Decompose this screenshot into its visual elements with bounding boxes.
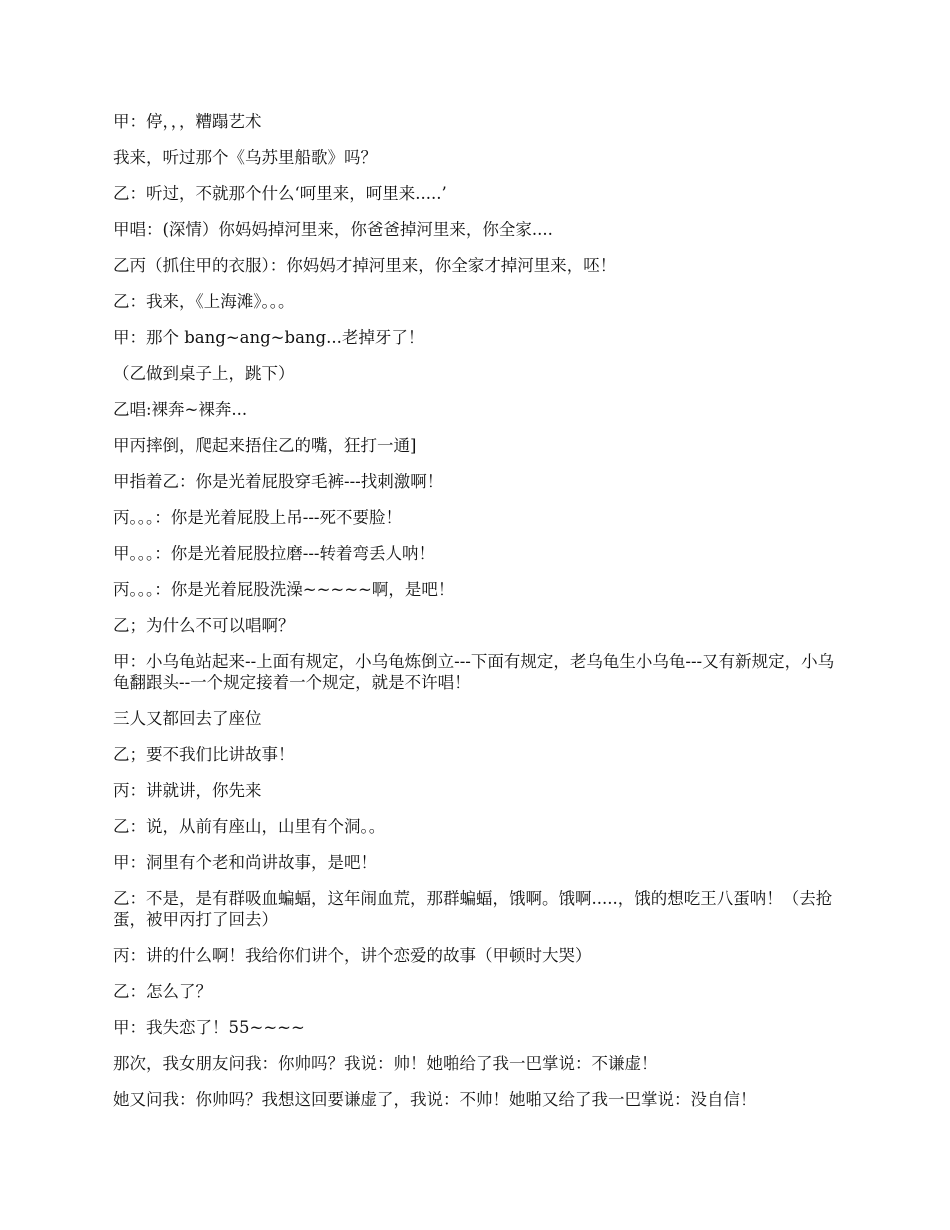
paragraph: 丙：讲的什么啊！我给你们讲个，讲个恋爱的故事（甲顿时大哭） <box>113 946 592 965</box>
paragraph: 甲：洞里有个老和尚讲故事，是吧！ <box>113 853 377 872</box>
paragraph: 甲：那个 bang~ang~bang...老掉牙了！ <box>113 328 425 347</box>
document-body <box>113 111 840 1125</box>
paragraph: 甲：我失恋了！55~~~~ <box>113 1018 305 1037</box>
paragraph: 她又问我：你帅吗？我想这回要谦虚了，我说：不帅！她啪又给了我一巴掌说：没自信！ <box>113 1090 757 1109</box>
paragraph: 乙：怎么了？ <box>113 982 212 1001</box>
paragraph: 甲指着乙：你是光着屁股穿毛裤---找刺激啊！ <box>113 472 444 491</box>
paragraph: 丙。。。：你是光着屁股洗澡~~~~~啊，是吧！ <box>113 580 455 599</box>
paragraph: （乙做到桌子上，跳下） <box>113 364 295 383</box>
paragraph: 乙：不是，是有群吸血蝙蝠，这年闹血荒，那群蝙蝠，饿啊。饿啊.....，饿的想吃王八蛋呐！（去抢蛋，被甲丙打了回去） <box>113 889 833 929</box>
paragraph: 乙；要不我们比讲故事！ <box>113 745 295 764</box>
paragraph: 乙；为什么不可以唱啊？ <box>113 616 295 635</box>
paragraph: 丙：讲就讲，你先来 <box>113 781 262 800</box>
paragraph: 那次，我女朋友问我：你帅吗？我说：帅！她啪给了我一巴掌说：不谦虚！ <box>113 1054 658 1073</box>
paragraph: 乙丙（抓住甲的衣服）：你妈妈才掉河里来，你全家才掉河里来，呸！ <box>113 256 617 275</box>
paragraph: 乙：听过，不就那个什么‘呵里来，呵里来.....’ <box>113 184 447 203</box>
paragraph: 三人又都回去了座位 <box>113 709 262 728</box>
paragraph: 我来，听过那个《乌苏里船歌》吗？ <box>113 148 377 167</box>
paragraph: 乙：我来，《上海滩》。。。 <box>113 292 295 311</box>
paragraph: 甲。。。：你是光着屁股拉磨---转着弯丢人呐！ <box>113 544 435 563</box>
paragraph: 甲：小乌龟站起来--上面有规定，小乌龟炼倒立---下面有规定，老乌龟生小乌龟---又有新规定，小乌龟翻跟头--一个规定接着一个规定，就是不许唱！ <box>113 652 835 692</box>
paragraph: 甲唱：(深情）你妈妈掉河里来，你爸爸掉河里来，你全家.... <box>113 220 553 239</box>
paragraph: 丙。。。：你是光着屁股上吊---死不要脸！ <box>113 508 402 527</box>
paragraph: 乙：说，从前有座山，山里有个洞。。 <box>113 817 386 836</box>
paragraph: 乙唱:裸奔~裸奔... <box>113 400 248 419</box>
paragraph: 甲丙摔倒，爬起来捂住乙的嘴，狂打一通] <box>113 436 417 455</box>
paragraph: 甲：停，，，糟蹋艺术 <box>113 112 262 131</box>
